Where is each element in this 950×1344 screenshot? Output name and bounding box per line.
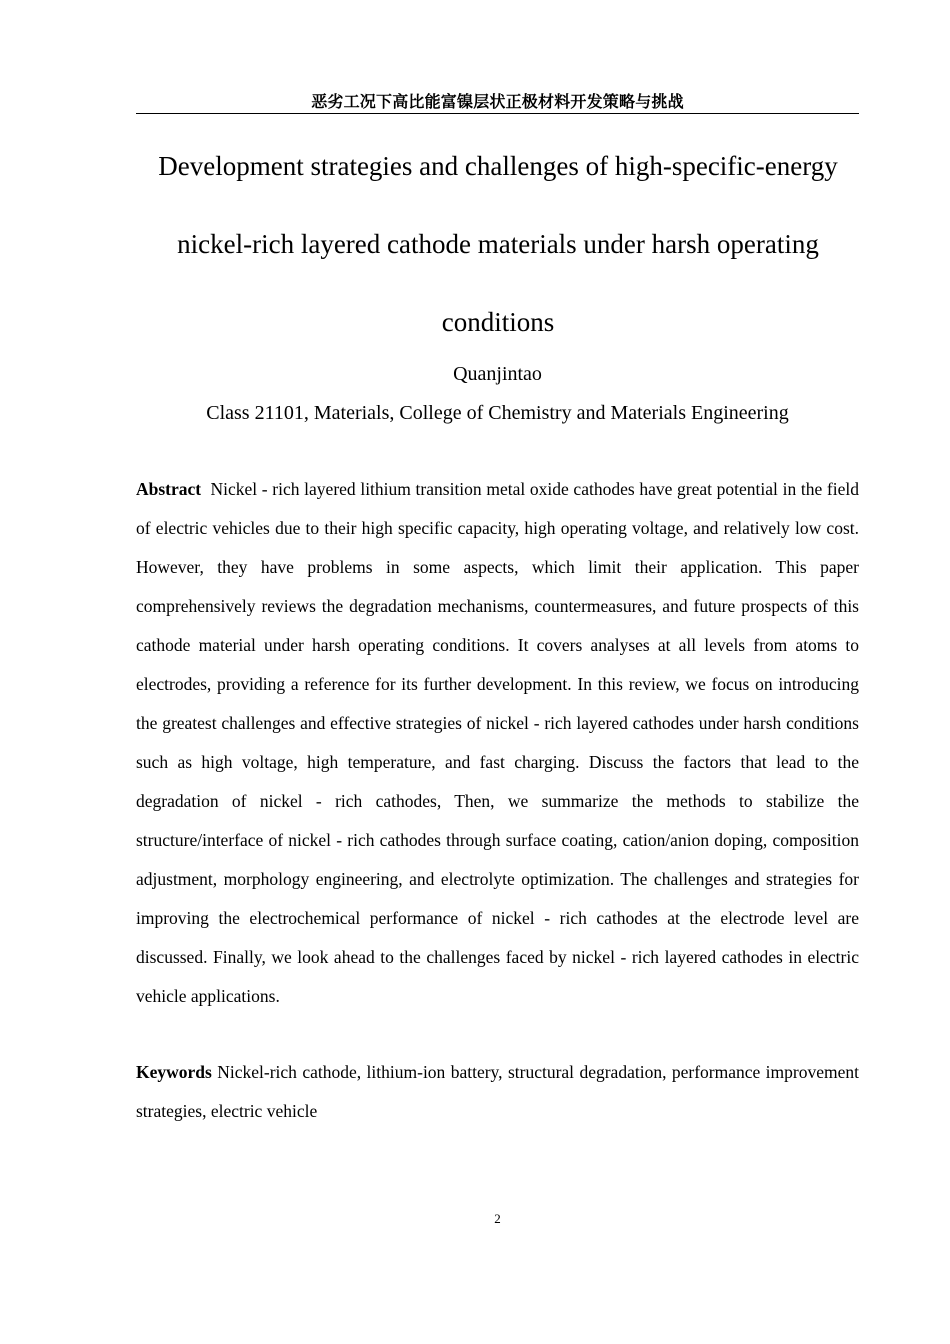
- title-line-2: nickel-rich layered cathode materials under harsh operating: [177, 229, 819, 259]
- running-header: 恶劣工况下高比能富镍层状正极材料开发策略与挑战: [136, 91, 859, 114]
- author-name: Quanjintao: [453, 363, 542, 385]
- author-affiliation: Class 21101, Materials, College of Chemistry and Materials Engineering: [206, 402, 789, 424]
- abstract-label: Abstract: [136, 479, 202, 499]
- page-number: 2: [494, 1211, 501, 1226]
- abstract: [136, 470, 859, 1016]
- title-line-3: conditions: [441, 307, 555, 337]
- title-line-1: Development strategies and challenges of high-specific-energy: [158, 151, 838, 181]
- abstract-text: Nickel - rich layered lithium transition metal oxide cathodes have great potential in the field of electric vehicles due to their high specific capacity, high operating voltage, and relatively low cost. However, they have problems in some aspects, which limit their application. This paper comprehensively reviews the degradation mechanisms, countermeasures, and future prospects of this cathode material under harsh operating conditions. It covers analyses at all levels from atoms to electrodes, providing a reference for its further development. In this review, we focus on introducing the greatest challenges and effective strategies of nickel - rich layered cathodes under harsh conditions such as high voltage, high temperature, and fast charging. Discuss the factors that lead to the degradation of nickel - rich cathodes, Then, we summarize the methods to stabilize the structure/interface of nickel - rich cathodes through surface coating, cation/anion doping, composition adjustment, morphology engineering, and electrolyte optimization. The challenges and strategies for improving the electrochemical performance of nickel - rich cathodes at the electrode level are discussed. Finally, we look ahead to the challenges faced by nickel - rich layered cathodes in electric vehicle applications.: [136, 479, 859, 1006]
- keywords-label: Keywords: [136, 1062, 212, 1082]
- keywords-text: Nickel-rich cathode, lithium-ion battery, structural degradation, performance improvement strategies, electric vehicle: [136, 1062, 859, 1121]
- keywords: [136, 1053, 859, 1131]
- paper-title: [128, 127, 868, 361]
